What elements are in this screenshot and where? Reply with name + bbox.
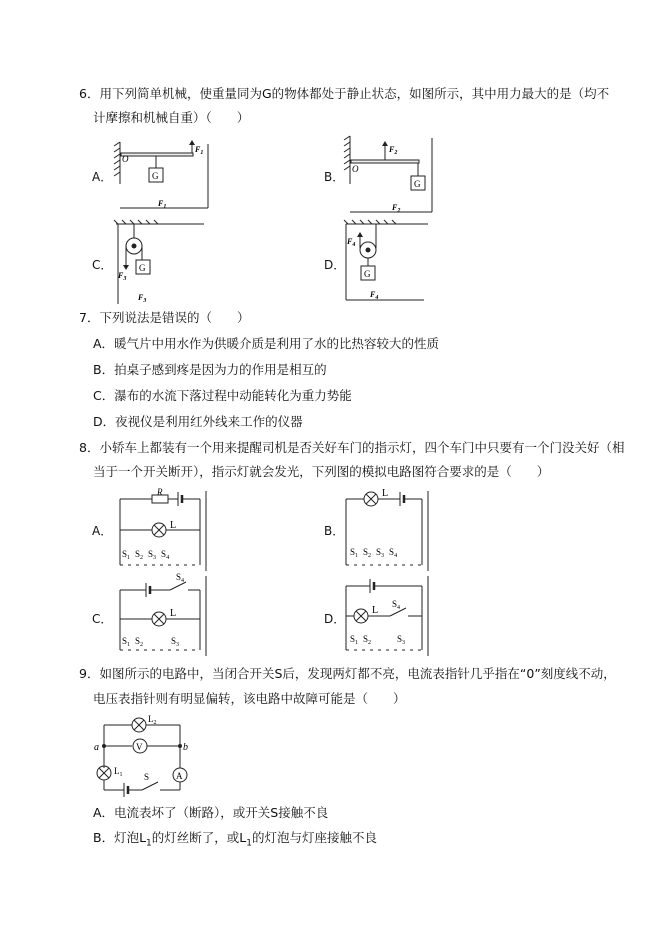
q6-option-b[interactable]: B．: [324, 170, 345, 184]
q9-voltmeter-label: V: [136, 742, 143, 752]
q6a-pivot-label: O: [122, 154, 129, 164]
q8-fig-b-circuit: [342, 487, 434, 571]
q8c-lamp-label: L: [170, 608, 177, 619]
q8-option-c[interactable]: C．: [92, 612, 113, 626]
q9-option-b[interactable]: B．灯泡$L_1$的灯丝断了，或$L_1$的灯泡与灯座接触不良: [93, 830, 377, 849]
q7-option-b[interactable]: B．拍桌子感到疼是因为力的作用是相互的: [93, 362, 327, 377]
q9-stem-line2: 电压表指针则有明显偏转，该电路中故障可能是（ ）: [93, 691, 406, 706]
q6d-caption: $F_4$: [370, 290, 379, 301]
q6a-weight-label: G: [152, 171, 159, 181]
q6c-force-label: $F_3$: [118, 271, 127, 282]
q7-option-c[interactable]: C．瀑布的水流下落过程中动能转化为重力势能: [93, 388, 352, 403]
q6b-caption: $F_2$: [392, 203, 401, 214]
q9-fig-circuit: [92, 712, 192, 796]
q6a-force-label: $F_1$: [195, 145, 204, 156]
q8b-switch-labels: $S_1$ $S_2$ $S_3$ $S_4$: [350, 547, 398, 559]
q8-stem-line1: 8．小轿车上都装有一个用来提醒司机是否关好车门的指示灯，四个车门中只要有一个门没关好（相: [79, 440, 625, 455]
q6-stem-line2: 计摩擦和机械自重）（ ）: [93, 110, 250, 125]
q6b-pivot-label: O: [352, 164, 359, 174]
q9-ammeter-label: A: [176, 771, 183, 781]
q6d-weight-label: G: [364, 269, 371, 279]
q8-fig-d-circuit: [342, 572, 434, 656]
q9-switch-label: S: [144, 772, 150, 782]
q6-option-c[interactable]: C．: [92, 258, 113, 272]
q6-fig-d-movable-pulley: [342, 220, 432, 304]
q6c-caption: $F_3$: [138, 293, 147, 304]
q9-lamp2-label: $L_2$: [148, 714, 157, 726]
q9-node-b-label: b: [183, 742, 188, 753]
q8-stem-line2: 当于一个开关断开），指示灯就会发光，下列图的模拟电路图符合要求的是（ ）: [93, 464, 550, 479]
q6c-weight-label: G: [139, 263, 146, 273]
q6-fig-c-fixed-pulley: [112, 220, 208, 304]
q6-stem-line1: 6．用下列简单机械，使重量同为G的物体都处于静止状态，如图所示，其中用力最大的是（均不: [79, 86, 610, 101]
q8c-switch4-label: $S_4$: [176, 572, 185, 584]
q6d-force-label: $F_4$: [347, 237, 356, 248]
q8b-lamp-label: L: [382, 488, 389, 499]
q8-option-b[interactable]: B．: [324, 524, 345, 538]
q8-option-a[interactable]: A．: [92, 524, 113, 538]
q8-fig-c-circuit: [110, 572, 210, 656]
q6-fig-b-lever: [342, 132, 434, 218]
q9-stem-line1: 9．如图所示的电路中，当闭合开关S后，发现两灯都不亮，电流表指针几乎指在“0”刻度线不动，: [79, 666, 616, 681]
q7-stem: 7．下列说法是错误的（ ）: [79, 310, 250, 325]
q9-option-a[interactable]: A．电流表坏了（断路），或开关S接触不良: [93, 805, 329, 820]
q6-fig-a-lever: [112, 140, 212, 212]
q8d-switch4-label: $S_4$: [392, 599, 401, 611]
q8a-switch-labels: $S_1$ $S_2$ $S_3$ $S_4$: [122, 549, 170, 561]
q8d-lamp-label: L: [372, 605, 379, 616]
q6-option-d[interactable]: D．: [324, 258, 346, 272]
q6b-force-label: $F_2$: [389, 145, 398, 156]
q8-fig-a-circuit: [110, 487, 210, 571]
q8a-lamp-label: L: [170, 520, 177, 531]
q8d-switch-labels: $S_1$ $S_2$ $S_3$: [350, 634, 406, 646]
q7-option-a[interactable]: A．暖气片中用水作为供暖介质是利用了水的比热容较大的性质: [93, 336, 440, 351]
q8-option-d[interactable]: D．: [324, 612, 346, 626]
q8a-resistor-label: R: [157, 487, 163, 497]
q8c-switch-labels: $S_1$ $S_2$ $S_3$: [122, 636, 180, 648]
q9-node-a-label: a: [94, 742, 99, 753]
q6-option-a[interactable]: A．: [92, 170, 113, 184]
q6a-caption: $F_1$: [158, 199, 167, 210]
q6b-weight-label: G: [414, 179, 421, 189]
q9-lamp1-label: $L_1$: [114, 766, 123, 778]
q7-option-d[interactable]: D．夜视仪是利用红外线来工作的仪器: [93, 414, 303, 429]
